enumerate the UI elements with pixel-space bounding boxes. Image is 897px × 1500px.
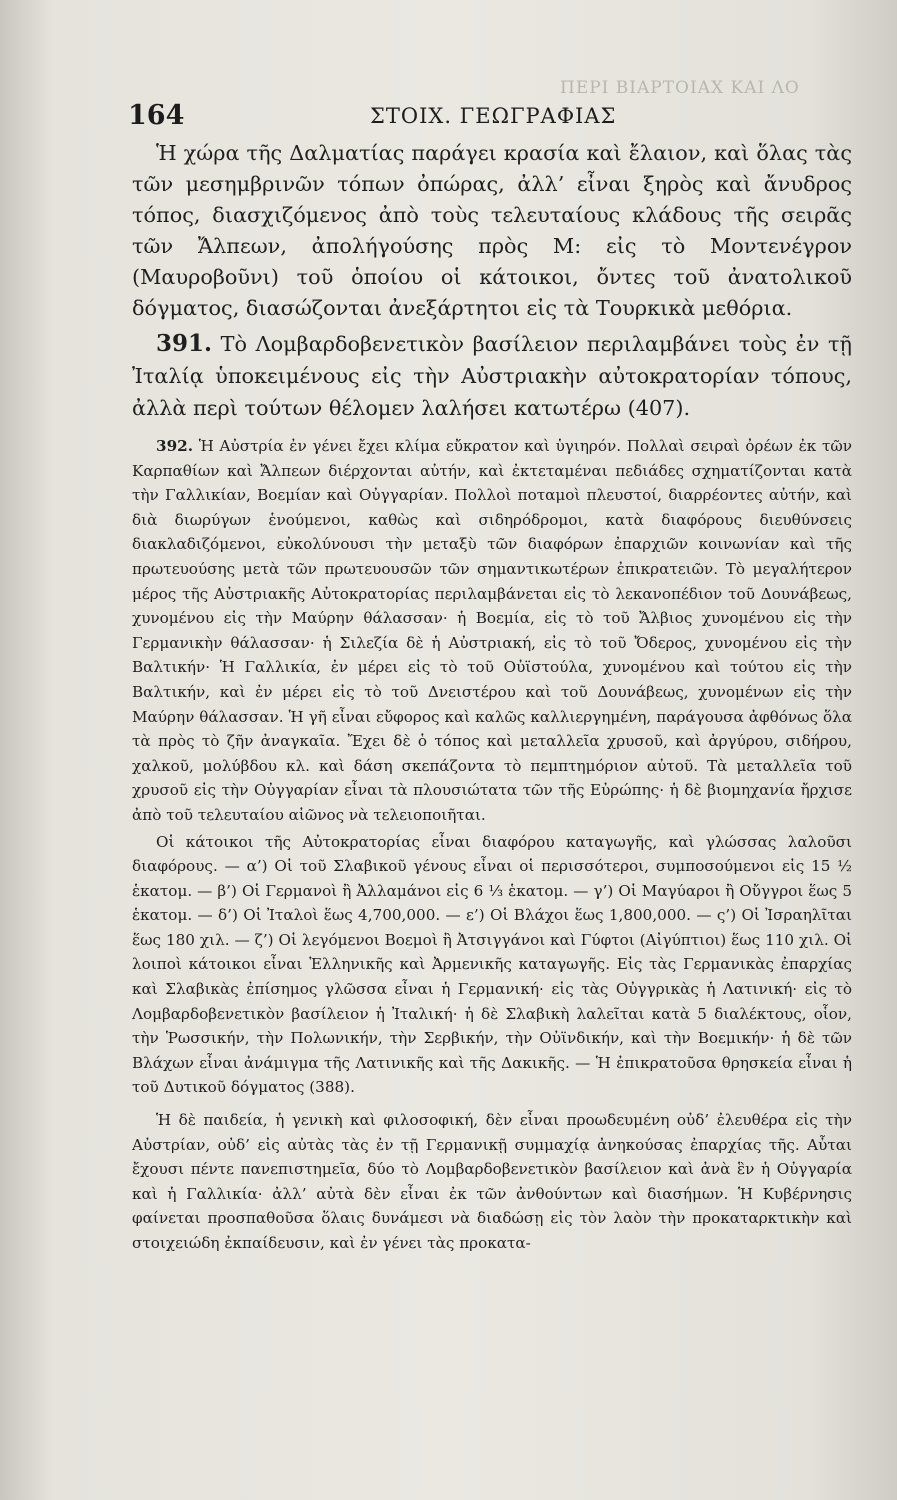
section-number: 392. bbox=[156, 437, 193, 455]
page-body bbox=[132, 138, 852, 1258]
running-head: ΣΤΟΙΧ. ΓΕΩΓΡΑΦΙΑΣ bbox=[370, 104, 617, 128]
paragraph-inhabitants: Οἱ κάτοικοι τῆς Αὐτοκρατορίας εἶναι διαφόρου καταγωγῆς, καὶ γλώσσας λαλοῦσι διαφόρους. — α’) Οἱ τοῦ Σλαβικοῦ γένους εἶναι οἱ περισσότεροι, συμποσούμενοι εἰς 15 ½ ἑκατομ. — β’) Οἱ Γερμανοὶ ἢ Ἀλλαμάνοι εἰς 6 ⅓ ἑκατομ. — γ’) Οἱ Μαγύαροι ἢ Οὔγγροι ἕως 5 ἑκατομ. — δ’) Οἱ Ἰταλοὶ ἕως 4,700,000. — ε’) Οἱ Βλάχοι ἕως 1,800,000. — ς’) Οἱ Ἰσραηλῖται ἕως 180 χιλ. — ζ’) Οἱ λεγόμενοι Βοεμοὶ ἢ Ἀτσιγγάνοι καὶ Γύφτοι (Αἰγύπτιοι) ἕως 110 χιλ. Οἱ λοιποὶ κάτοικοι εἶναι Ἑλληνικῆς καὶ Ἀρμενικῆς καταγωγῆς. Εἰς τὰς Γερμανικὰς ἐπαρχίας καὶ Σλαβικὰς ἐπίσημος γλῶσσα εἶναι ἡ Γερμανική· εἰς τὰς Οὐγγρικὰς ἡ Λατινική· εἰς τὸ Λομβαρδοβενετικὸν βασίλειον ἡ Ἰταλική· ἡ δὲ Σλαβικὴ λαλεῖται κατὰ 5 διαλέκτους, οἷον, τὴν Ῥωσσικήν, τὴν Πολωνικήν, τὴν Σερβικήν, τὴν Οὐϊνδικήν, καὶ τὴν Βοεμικήν· ἡ δὲ τῶν Βλάχων εἶναι ἀνάμιγμα τῆς Λατινικῆς καὶ τῆς Δακικῆς. — Ἡ ἐπικρατοῦσα θρησκεία εἶναι ἡ τοῦ Δυτικοῦ δόγματος (388). bbox=[132, 832, 852, 1097]
page-number: 164 bbox=[128, 100, 185, 131]
paragraph-education: Ἡ δὲ παιδεία, ἡ γενικὴ καὶ φιλοσοφική, δὲν εἶναι προωδευμένη οὐδ’ ἐλευθέρα εἰς τὴν Αὐστρίαν, οὐδ’ εἰς αὐτὰς τὰς ἐν τῇ Γερμανικῇ συμμαχίᾳ ἀνηκούσας ἐπαρχίας τῆς. Αὗται ἔχουσι πέντε πανεπιστημεῖα, δύο τὸ Λομβαρδοβενετικὸν βασίλειον καὶ ἀνὰ ἓν ἡ Οὐγγαρία καὶ ἡ Γαλλικία· ἀλλ’ αὐτὰ δὲν εἶναι ἐκ τῶν ἀνθούντων καὶ διασήμων. Ἡ Κυβέρνησις φαίνεται προσπαθοῦσα ὅλαις δυνάμεσι νὰ διαδώσῃ εἰς τὸν λαὸν τὴν προκαταρκτικὴν καὶ στοιχειώδη ἐκπαίδευσιν, καὶ ἐν γένει τὰς προκατα- bbox=[132, 1111, 852, 1252]
section-text: Ἡ Αὐστρία ἐν γένει ἔχει κλίμα εὔκρατον καὶ ὑγιηρόν. Πολλαὶ σειραὶ ὀρέων ἐκ τῶν Καρπαθίων καὶ Ἄλπεων διέρχονται αὐτήν, καὶ ἐκτεταμέναι πεδιάδες σχηματίζονται κατὰ τὴν Γαλλικίαν, Βοεμίαν καὶ Οὐγγαρίαν. Πολλοὶ ποταμοὶ πλευστοί, διαρρέοντες αὐτήν, καὶ διὰ διωρύγων ἑνούμενοι, καθὼς καὶ σιδηρόδρομοι, κατὰ διαφόρους διευθύνσεις διακλαδιζόμενοι, εὐκολύνουσι τὴν μεταξὺ τῶν διαφόρων ἐπαρχιῶν κοινωνίαν καὶ τῆς πρωτευούσης μετὰ τῶν πρωτευουσῶν τῶν σημαντικωτέρων ἐπικρατειῶν. Τὸ μεγαλήτερον μέρος τῆς Αὐστριακῆς Αὐτοκρατορίας περιλαμβάνεται εἰς τὸ λεκανοπέδιον τοῦ Δουνάβεως, χυνομένου εἰς τὴν Μαύρην θάλασσαν· ἡ Βοεμία, εἰς τὸ τοῦ Ἄλβιος χυνομένου εἰς τὴν Γερμανικὴν θάλασσαν· ἡ Σιλεζία δὲ ἡ Αὐστριακή, εἰς τὸ τοῦ Ὄδερος, χυνομένου εἰς τὴν Βαλτικήν· Ἡ Γαλλικία, ἐν μέρει εἰς τὸ τοῦ Οὐϊστούλα, χυνομένου καὶ τούτου εἰς τὴν Βαλτικήν, καὶ ἐν μέρει εἰς τὸ τοῦ Δνειστέρου καὶ τοῦ Δουνάβεως, χυνομένων εἰς τὴν Μαύρην θάλασσαν. Ἡ γῆ εἶναι εὔφορος καὶ καλῶς καλλιεργημένη, παράγουσα ἀφθόνως ὅλα τὰ πρὸς τὸ ζῆν ἀναγκαῖα. Ἔχει δὲ ὁ τόπος καὶ μεταλλεῖα χρυσοῦ, καὶ ἀργύρου, σιδήρου, χαλκοῦ, μολύβδου κλ. καὶ δάση σκεπάζοντα τὸ πεμπτημόριον αὐτοῦ. Τὰ μεταλλεῖα τοῦ χρυσοῦ εἰς τὴν Οὐγγαρίαν εἶναι τὰ πλουσιώτατα τῶν τῆς Εὐρώπης· ἡ δὲ βιομηχανία ἤρχισε ἀπὸ τοῦ τελευταίου αἰῶνος νὰ τελειοποιῆται. bbox=[132, 437, 853, 824]
section-text: Τὸ Λομβαρδοβενετικὸν βασίλειον περιλαμβάνει τοὺς ἐν τῇ Ἰταλίᾳ ὑποκειμένους εἰς τὴν Αὐστριακὴν αὐτοκρατορίαν τόπους, ἀλλὰ περὶ τούτων θέλομεν λαλήσει κατωτέρω (407). bbox=[132, 332, 852, 420]
section-number: 391. bbox=[156, 330, 213, 357]
section-392 bbox=[132, 434, 852, 828]
bleed-through-text: ΠΕΡΙ ΒΙΑΡΤΟΙΑΧ ΚΑΙ ΛΟ bbox=[560, 78, 800, 98]
paragraph-dalmatia: Ἡ χώρα τῆς Δαλματίας παράγει κρασία καὶ ἔλαιον, καὶ ὅλας τὰς τῶν μεσημβρινῶν τόπων ὀπώρας, ἀλλ’ εἶναι ξηρὸς καὶ ἄνυδρος τόπος, διασχιζόμενος ἀπὸ τοὺς τελευταίους κλάδους τῆς σειρᾶς τῶν Ἄλπεων, ἀπολήγούσης πρὸς Μ: εἰς τὸ Μοντενέγρον (Μαυροβοῦνι) τοῦ ὁποίου οἱ κάτοικοι, ὄντες τοῦ ἀνατολικοῦ δόγματος, διασώζονται ἀνεξάρτητοι εἰς τὰ Τουρκικὰ μεθόρια. bbox=[132, 141, 852, 320]
page-header bbox=[128, 100, 748, 134]
section-391 bbox=[132, 328, 852, 424]
